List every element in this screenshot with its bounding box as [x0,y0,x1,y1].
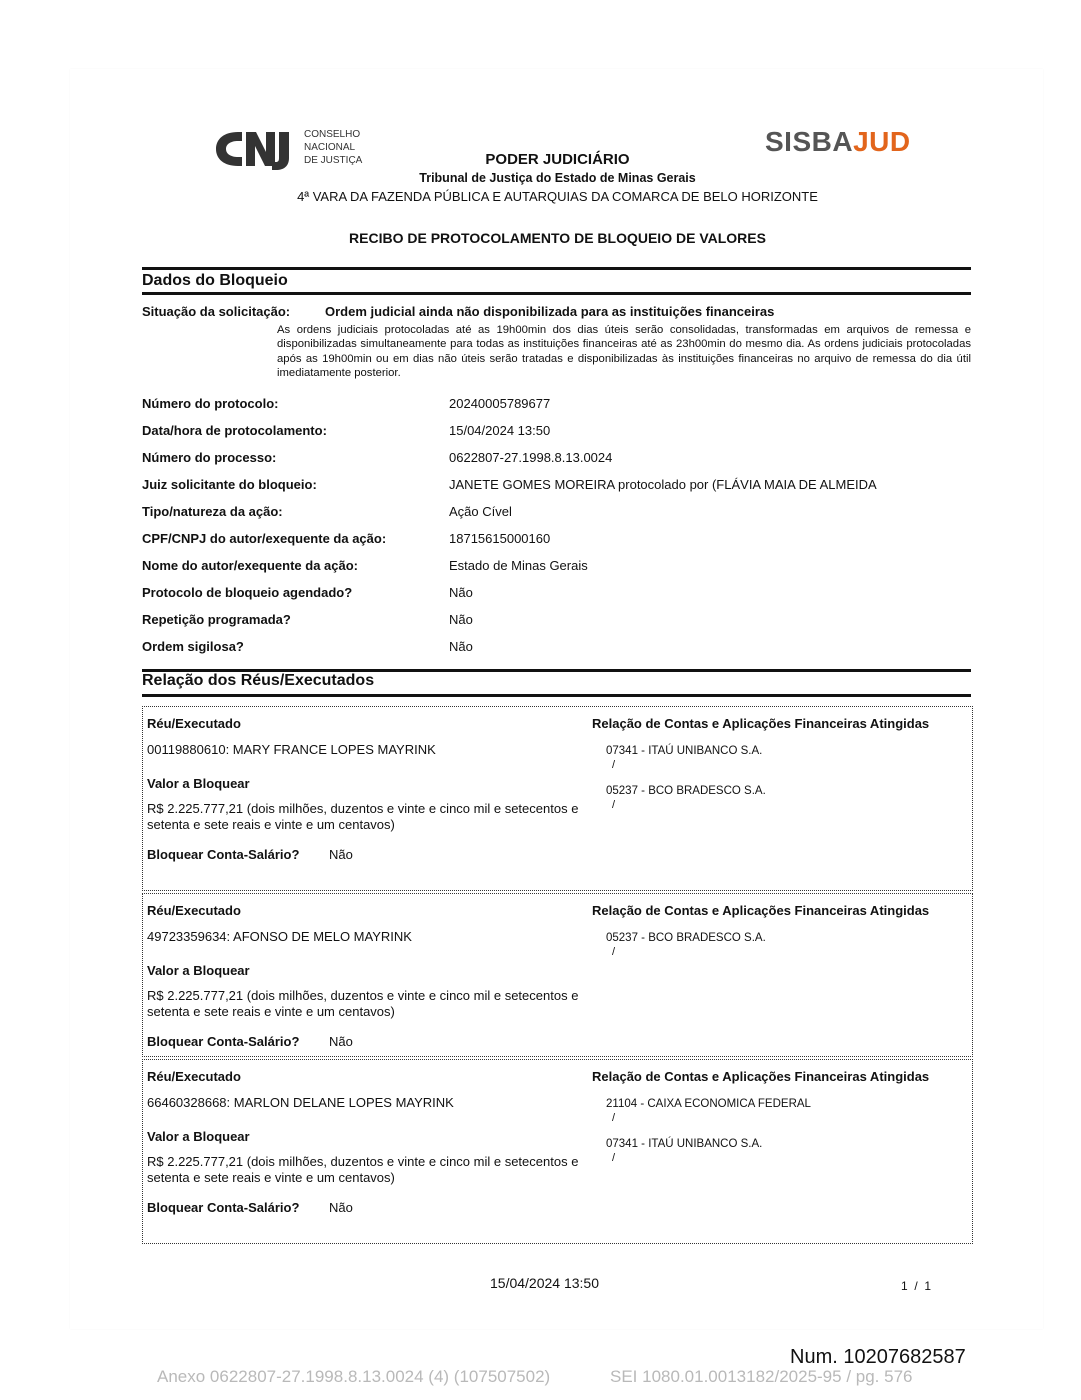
conta-salario-value: Não [329,847,353,862]
page-number: 1 / 1 [901,1279,932,1293]
field-label: Repetição programada? [142,612,291,627]
reu-label: Réu/Executado [147,716,241,731]
field-value: Não [449,612,473,627]
field-value: Não [449,639,473,654]
bank-slash: / [612,946,616,958]
field-value: 20240005789677 [449,396,551,411]
bank-slash: / [612,1152,616,1164]
sisbajud-logo-part1: SISBA [765,126,854,157]
footer-date: 15/04/2024 13:50 [490,1275,599,1291]
reu-card [142,1059,973,1244]
valor-label: Valor a Bloquear [147,963,250,978]
section-title-dados: Dados do Bloqueio [142,272,288,289]
bank-slash: / [612,759,616,771]
conta-salario-label: Bloquear Conta-Salário? [147,1200,300,1215]
situacao-value: Ordem judicial ainda não disponibilizada para as instituições financeiras [325,304,775,319]
reu-label: Réu/Executado [147,903,241,918]
situacao-note: As ordens judiciais protocoladas até as 19h00min dos dias úteis serão consolidadas, transformadas em arquivos de remessa e disponibilizadas simultaneamente para todas as instituições financeiras até as 23h00min do mesmo dia. As ordens judiciais protocoladas após as 19h00min ou em dias não úteis serão tratadas e disponibilizadas às instituições financeiras no arquivo de remessa do dia útil imediatamente posterior. [277,324,971,379]
valor-label: Valor a Bloquear [147,1129,250,1144]
valor-label: Valor a Bloquear [147,776,250,791]
bank-account: 21104 - CAIXA ECONOMICA FEDERAL [606,1098,811,1110]
conta-salario-label: Bloquear Conta-Salário? [147,1034,300,1049]
document-number: Num. 10207682587 [790,1346,966,1368]
sisbajud-logo-part2: JUD [853,126,911,157]
header-poder: PODER JUDICIÁRIO [485,151,630,168]
field-label: Número do protocolo: [142,396,279,411]
situacao-label: Situação da solicitação: [142,304,291,319]
header-vara: 4ª VARA DA FAZENDA PÚBLICA E AUTARQUIAS DA COMARCA DE BELO HORIZONTE [297,189,818,204]
valor-value: R$ 2.225.777,21 (dois milhões, duzentos e vinte e cinco mil e setecentos e setenta e sete reais e vinte e um centavos) [147,801,579,832]
field-value: Ação Cível [449,504,512,519]
field-label: Tipo/natureza da ação: [142,504,283,519]
field-value: 0622807-27.1998.8.13.0024 [449,450,613,465]
field-label: Ordem sigilosa? [142,639,244,654]
anexo-stamp: Anexo 0622807-27.1998.8.13.0024 (4) (107507502) [157,1367,551,1386]
bank-account: 07341 - ITAÚ UNIBANCO S.A. [606,1138,763,1150]
reu-name: 49723359634: AFONSO DE MELO MAYRINK [147,929,412,944]
field-value: 18715615000160 [449,531,551,546]
bank-account: 05237 - BCO BRADESCO S.A. [606,785,766,797]
valor-value: R$ 2.225.777,21 (dois milhões, duzentos e vinte e cinco mil e setecentos e setenta e sete reais e vinte e um centavos) [147,988,579,1019]
valor-value: R$ 2.225.777,21 (dois milhões, duzentos e vinte e cinco mil e setecentos e setenta e sete reais e vinte e um centavos) [147,1154,579,1185]
bank-account: 07341 - ITAÚ UNIBANCO S.A. [606,745,763,757]
field-value: 15/04/2024 13:50 [449,423,551,438]
document-title: RECIBO DE PROTOCOLAMENTO DE BLOQUEIO DE VALORES [349,230,766,246]
field-label: CPF/CNPJ do autor/exequente da ação: [142,531,387,546]
field-label: Nome do autor/exequente da ação: [142,558,358,573]
bank-account: 05237 - BCO BRADESCO S.A. [606,932,766,944]
reu-name: 00119880610: MARY FRANCE LOPES MAYRINK [147,742,436,757]
reu-card [142,893,973,1057]
reu-label: Réu/Executado [147,1069,241,1084]
contas-header: Relação de Contas e Aplicações Financeiras Atingidas [592,1069,930,1084]
contas-header: Relação de Contas e Aplicações Financeiras Atingidas [592,716,930,731]
section-rule-bottom [142,292,971,295]
cnj-line-3: DE JUSTIÇA [304,155,363,166]
sei-stamp: SEI 1080.01.0013182/2025-95 / pg. 576 [610,1367,913,1386]
field-value: Estado de Minas Gerais [449,558,588,573]
reu-name: 66460328668: MARLON DELANE LOPES MAYRINK [147,1095,454,1110]
field-label: Número do processo: [142,450,277,465]
field-value: Não [449,585,473,600]
cnj-line-1: CONSELHO [304,129,361,140]
section-rule-bottom [142,694,971,697]
header-tribunal: Tribunal de Justiça do Estado de Minas Gerais [419,171,696,185]
field-label: Juiz solicitante do bloqueio: [142,477,317,492]
field-label: Protocolo de bloqueio agendado? [142,585,353,600]
reu-card [142,706,973,891]
section-title-reus: Relação dos Réus/Executados [142,672,375,689]
field-value: JANETE GOMES MOREIRA protocolado por (FLÁVIA MAIA DE ALMEIDA [449,477,877,492]
conta-salario-label: Bloquear Conta-Salário? [147,847,300,862]
bank-slash: / [612,799,616,811]
field-label: Data/hora de protocolamento: [142,423,327,438]
contas-header: Relação de Contas e Aplicações Financeiras Atingidas [592,903,930,918]
conta-salario-value: Não [329,1034,353,1049]
conta-salario-value: Não [329,1200,353,1215]
bank-slash: / [612,1112,616,1124]
section-rule-top [142,267,971,270]
cnj-line-2: NACIONAL [304,142,356,153]
